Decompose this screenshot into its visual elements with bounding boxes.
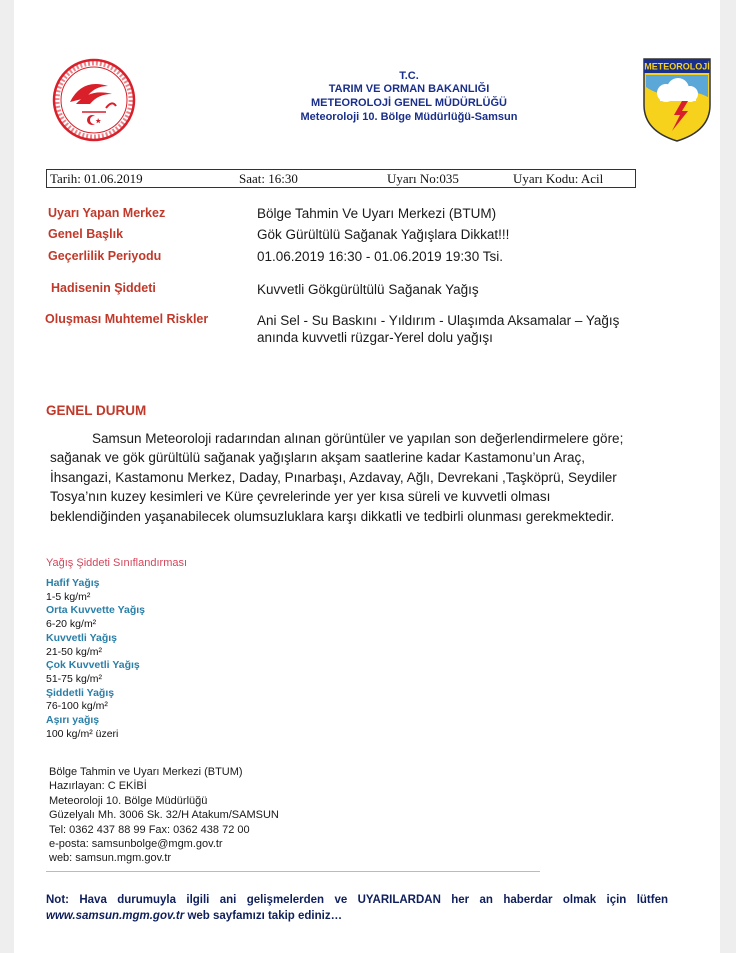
classification-value: 76-100 kg/m² [46, 700, 108, 713]
contact-phone: Tel: 0362 437 88 99 Fax: 0362 438 72 00 [49, 823, 250, 836]
detail-label-period: Geçerlilik Periyodu [48, 249, 162, 263]
classification-value: 1-5 kg/m² [46, 590, 91, 603]
classification-name: Şiddetli Yağış [46, 686, 115, 699]
classification-value: 51-75 kg/m² [46, 672, 103, 685]
general-line: İhsangazi, Kastamonu Merkez, Daday, Pınarbaşı, Azdavay, Ağlı, Devrekani ,Taşköprü, Seydiler [50, 469, 617, 485]
detail-value-center: Bölge Tahmin Ve Uyarı Merkezi (BTUM) [257, 206, 497, 221]
info-date: Tarih: 01.06.2019 [50, 171, 143, 186]
detail-label-severity: Hadisenin Şiddeti [51, 281, 156, 295]
classification-list [46, 577, 145, 741]
info-warning-code: Uyarı Kodu: Acil [513, 171, 604, 186]
classification-name: Hafif Yağış [46, 577, 100, 589]
header-tc: T.C. [399, 70, 419, 82]
note-suffix: web sayfamızı takip ediniz… [184, 910, 343, 922]
classification-name: Aşırı yağış [46, 714, 100, 727]
detail-label-risks: Oluşması Muhtemel Riskler [45, 312, 209, 326]
detail-value-title: Gök Gürültülü Sağanak Yağışlara Dikkat!!! [257, 227, 510, 242]
note-prefix: Not: Hava durumuyla ilgili ani gelişmelerden ve UYARILARDAN her an haberdar olmak için lütfen [46, 894, 668, 906]
classification-name: Kuvvetli Yağış [46, 631, 118, 644]
classification-value: 6-20 kg/m² [46, 618, 97, 631]
info-bar [46, 169, 636, 188]
divider [46, 871, 540, 872]
general-paragraph [50, 429, 670, 526]
general-line: Samsun Meteoroloji radarından alınan görüntüler ve yapılan son değerlendirmelere göre; [92, 431, 624, 446]
contact-web[interactable]: web: samsun.mgm.gov.tr [49, 852, 172, 865]
detail-label-title: Genel Başlık [48, 227, 124, 241]
general-line: beklendiğinden yaşanabilecek olumsuzluklara karşı dikkatli ve tedbirli olunması gerekmektedir. [50, 508, 615, 524]
footer-note [46, 892, 668, 924]
meteoroloji-logo-text: METEOROLOJİ [644, 61, 710, 72]
ministry-logo [46, 58, 142, 142]
header-regional: Meteoroloji 10. Bölge Müdürlüğü-Samsun [300, 111, 518, 123]
classification-value: 21-50 kg/m² [46, 645, 103, 658]
header-ministry: TARIM VE ORMAN BAKANLIĞI [328, 83, 490, 95]
contact-prepared-by: Hazırlayan: C EKİBİ [49, 780, 147, 793]
contact-address: Güzelyalı Mh. 3006 Sk. 32/H Atakum/SAMSUN [49, 809, 279, 822]
detail-value-period: 01.06.2019 16:30 - 01.06.2019 19:30 Tsi. [257, 249, 503, 264]
detail-value-severity: Kuvvetli Gökgürültülü Sağanak Yağış [257, 282, 479, 297]
detail-value-risks-line2: anında kuvvetli rüzgar-Yerel dolu yağışı [257, 330, 493, 345]
classification-name: Çok Kuvvetli Yağış [46, 659, 140, 672]
classification-name: Orta Kuvvette Yağış [46, 604, 146, 617]
contact-center: Bölge Tahmin ve Uyarı Merkezi (BTUM) [49, 766, 243, 778]
info-warning-no: Uyarı No:035 [387, 171, 459, 186]
contact-email[interactable]: e-posta: samsunbolge@mgm.gov.tr [49, 838, 223, 851]
detail-label-center: Uyarı Yapan Merkez [48, 206, 166, 220]
note-website-link[interactable]: www.samsun.mgm.gov.tr [46, 910, 185, 922]
contact-directorate: Meteoroloji 10. Bölge Müdürlüğü [49, 794, 208, 807]
info-time: Saat: 16:30 [239, 171, 298, 186]
classification-value: 100 kg/m² üzeri [46, 727, 119, 740]
contact-block [49, 765, 279, 866]
general-line: sağanak ve gök gürültülü sağanak yağışların akşam saatlerine kadar Kastamonu’un Araç, [50, 450, 586, 466]
header-directorate: METEOROLOJİ GENEL MÜDÜRLÜĞÜ [311, 97, 507, 109]
document-page [14, 0, 720, 953]
detail-value-risks: Ani Sel - Su Baskını - Yıldırım - Ulaşımda Aksamalar – Yağış [257, 313, 620, 328]
general-line: Tosya’nın kuzey kesimleri ve Küre çevrelerinde yer yer kısa süreli ve kuvvetli olması [50, 489, 551, 505]
meteoroloji-logo [642, 57, 712, 143]
classification-title: Yağış Şiddeti Sınıflandırması [46, 557, 188, 569]
general-title: GENEL DURUM [46, 403, 147, 418]
